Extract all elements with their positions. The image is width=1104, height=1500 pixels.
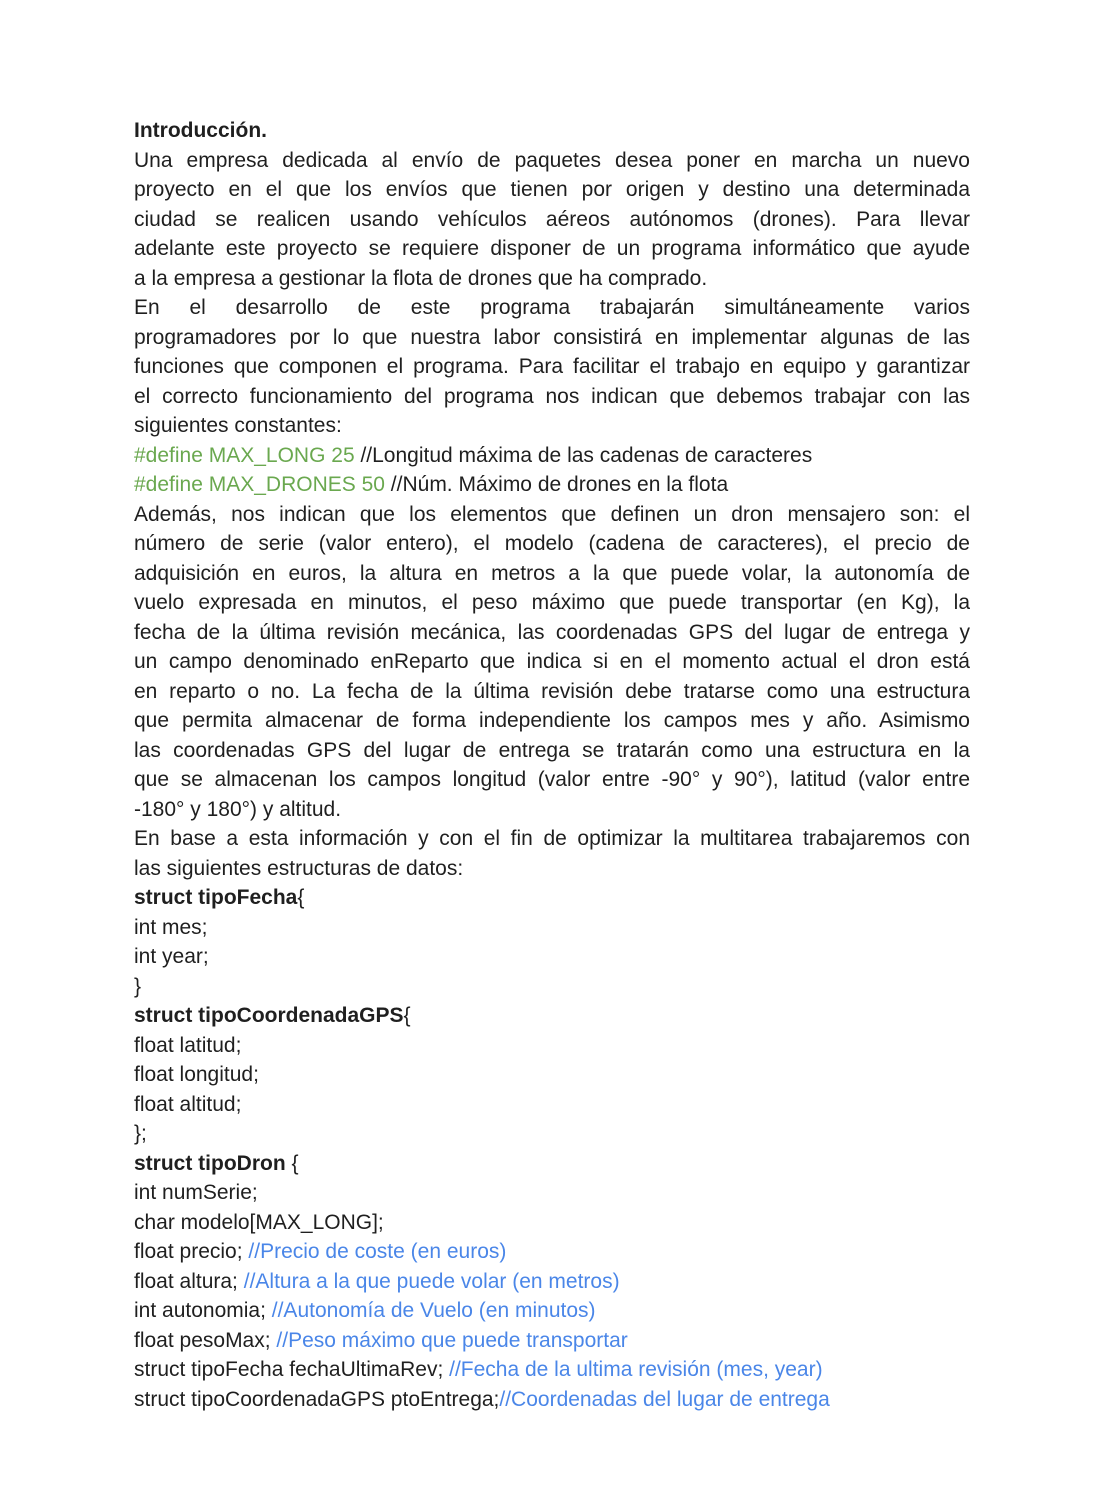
define-comment: //Núm. Máximo de drones en la flota (384, 473, 729, 496)
para2-line: el correcto funcionamiento del programa nos indican que debemos trabajar con las (134, 384, 970, 408)
para2-line: funciones que componen el programa. Para facilitar el trabajo en equipo y garantizar (134, 355, 970, 378)
struct-header (134, 1001, 970, 1031)
struct-name: struct tipoDron (134, 1151, 286, 1175)
struct-name: struct tipoCoordenadaGPS (134, 1004, 404, 1027)
struct-tipocoordenadagps (134, 1001, 970, 1149)
field-comment: //Altura a la que puede volar (en metros) (243, 1269, 620, 1293)
para2-line: programadores por lo que nuestra labor consistirá en implementar algunas de las (134, 325, 970, 349)
field-comment: //Autonomía de Vuelo (en minutos) (271, 1299, 596, 1322)
field-code: char modelo[MAX_LONG]; (134, 1210, 384, 1234)
field-code: struct tipoFecha fechaUltimaRev; (134, 1358, 450, 1381)
para3-line: Además, nos indican que los elementos que definen un dron mensajero son: el (134, 502, 970, 526)
struct-open-brace: { (285, 1151, 299, 1175)
intro-line: ciudad se realicen usando vehículos aéreos autónomos (drones). Para llevar (134, 207, 970, 231)
para4-line: En base a esta información y con el fin de optimizar la multitarea trabajaremos con (134, 827, 970, 850)
struct-field: float latitud; (134, 1033, 242, 1057)
struct-field (134, 1326, 970, 1356)
para3-line: que se almacenan los campos longitud (valor entre -90° y 90°), latitud (valor entre (134, 768, 970, 791)
para3-line-last: -180° y 180°) y altitud. (134, 797, 342, 821)
struct-header (134, 883, 970, 913)
intro-line: adelante este proyecto se requiere disponer de un programa informático que ayude (134, 237, 970, 260)
para3-line: en reparto o no. La fecha de la última revisión debe tratarse como una estructura (134, 679, 970, 703)
field-code: float precio; (134, 1240, 249, 1263)
para2-line-last: siguientes constantes: (134, 414, 342, 437)
intro-line: proyecto en el que los envíos que tienen por origen y destino una determinada (134, 178, 970, 201)
field-code: float altura; (134, 1269, 244, 1293)
field-comment: //Peso máximo que puede transportar (276, 1328, 628, 1352)
field-code: int numSerie; (134, 1181, 258, 1204)
field-comment: //Fecha de la ultima revisión (mes, year) (449, 1358, 823, 1381)
field-code: struct tipoCoordenadaGPS ptoEntrega; (134, 1387, 500, 1411)
para3-line: las coordenadas GPS del lugar de entrega se tratarán como una estructura en la (134, 738, 970, 762)
drone-description-paragraph (134, 500, 970, 825)
struct-field: int mes; (134, 915, 208, 939)
constants-paragraph (134, 293, 970, 441)
field-code: int autonomia; (134, 1299, 272, 1322)
para4-line-last: las siguientes estructuras de datos: (134, 856, 464, 880)
struct-header (134, 1149, 970, 1179)
field-code: float pesoMax; (134, 1328, 277, 1352)
struct-open-brace: { (403, 1004, 411, 1027)
para3-line: que permita almacenar de forma independiente los campos mes y año. Asimismo (134, 709, 970, 732)
para3-line: vuelo expresada en minutos, el peso máximo que puede transportar (en Kg), la (134, 591, 970, 614)
define-code: #define MAX_LONG 25 (134, 443, 355, 467)
define-line (134, 441, 970, 471)
struct-field (134, 1178, 970, 1208)
struct-field (134, 1355, 970, 1385)
para3-line: fecha de la última revisión mecánica, las coordenadas GPS del lugar de entrega y (134, 620, 970, 644)
define-comment: //Longitud máxima de las cadenas de caracteres (354, 443, 813, 467)
para2-line: En el desarrollo de este programa trabajarán simultáneamente varios (134, 296, 970, 319)
struct-open-brace: { (297, 886, 305, 909)
struct-field: int year; (134, 945, 209, 968)
section-heading: Introducción. (134, 119, 267, 142)
para3-line: número de serie (valor entero), el modelo (cadena de caracteres), el precio de (134, 532, 970, 555)
defines-block (134, 441, 970, 500)
struct-field (134, 1237, 970, 1267)
define-code: #define MAX_DRONES 50 (134, 473, 385, 496)
struct-tipofecha (134, 883, 970, 1001)
struct-field (134, 1208, 970, 1238)
intro-line: Una empresa dedicada al envío de paquetes desea poner en marcha un nuevo (134, 148, 970, 172)
struct-field: float longitud; (134, 1063, 259, 1086)
intro-paragraph (134, 146, 970, 294)
struct-field (134, 1296, 970, 1326)
struct-name: struct tipoFecha (134, 886, 298, 909)
intro-line-last: a la empresa a gestionar la flota de drones que ha comprado. (134, 266, 708, 290)
structures-intro-paragraph (134, 824, 970, 883)
document-page (134, 116, 970, 1414)
struct-field (134, 1267, 970, 1297)
struct-tipodron (134, 1149, 970, 1415)
struct-field (134, 1385, 970, 1415)
para3-line: un campo denominado enReparto que indica si en el momento actual el dron está (134, 650, 970, 673)
field-comment: //Coordenadas del lugar de entrega (499, 1387, 830, 1411)
struct-close-brace: } (134, 974, 142, 998)
para3-line: adquisición en euros, la altura en metros a la que puede volar, la autonomía de (134, 561, 970, 585)
define-line (134, 470, 970, 500)
struct-field: float altitud; (134, 1092, 242, 1116)
struct-close-brace: }; (134, 1122, 147, 1145)
field-comment: //Precio de coste (en euros) (248, 1240, 507, 1263)
